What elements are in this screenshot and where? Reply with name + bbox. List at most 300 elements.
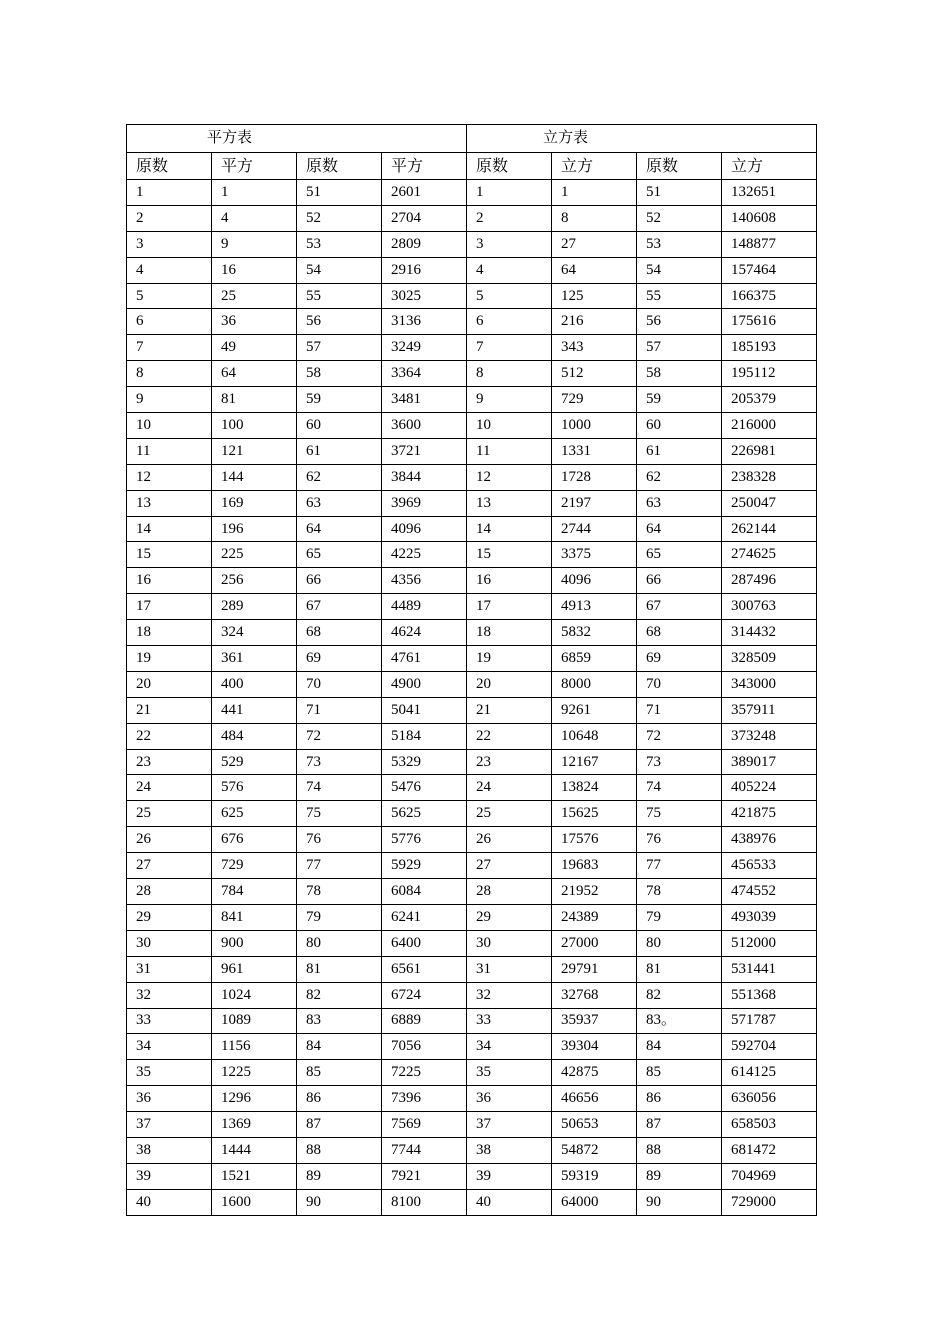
table-cell: 16 <box>127 568 212 594</box>
table-cell: 3 <box>467 231 552 257</box>
table-cell: 82 <box>297 982 382 1008</box>
header-cell: 原数 <box>637 153 722 180</box>
table-row <box>127 956 817 982</box>
table-cell: 2 <box>127 205 212 231</box>
table-row <box>127 1163 817 1189</box>
header-cell: 原数 <box>297 153 382 180</box>
table-cell: 66 <box>637 568 722 594</box>
table-cell: 12167 <box>552 749 637 775</box>
table-cell: 33 <box>127 1008 212 1034</box>
table-cell: 328509 <box>722 646 817 672</box>
table-cell: 4 <box>467 257 552 283</box>
table-cell: 25 <box>127 801 212 827</box>
table-cell: 30 <box>127 930 212 956</box>
table-cell: 493039 <box>722 904 817 930</box>
table-cell: 400 <box>212 671 297 697</box>
table-cell: 59 <box>637 387 722 413</box>
table-cell: 729000 <box>722 1189 817 1215</box>
table-cell: 28 <box>467 879 552 905</box>
table-cell: 729 <box>212 853 297 879</box>
table-cell: 85 <box>637 1060 722 1086</box>
table-row <box>127 904 817 930</box>
table-cell: 185193 <box>722 335 817 361</box>
table-cell: 5184 <box>382 723 467 749</box>
table-cell: 531441 <box>722 956 817 982</box>
table-cell: 83 <box>297 1008 382 1034</box>
table-cell: 676 <box>212 827 297 853</box>
table-row <box>127 180 817 206</box>
table-cell: 6084 <box>382 879 467 905</box>
table-cell: 512 <box>552 361 637 387</box>
table-cell: 77 <box>297 853 382 879</box>
table-cell: 32 <box>127 982 212 1008</box>
table-cell: 21 <box>127 697 212 723</box>
table-cell: 36 <box>212 309 297 335</box>
table-cell: 76 <box>297 827 382 853</box>
table-cell: 31 <box>127 956 212 982</box>
table-cell: 5041 <box>382 697 467 723</box>
table-cell: 89 <box>297 1163 382 1189</box>
table-cell: 50653 <box>552 1112 637 1138</box>
table-cell: 614125 <box>722 1060 817 1086</box>
table-row <box>127 930 817 956</box>
table-cell: 4096 <box>552 568 637 594</box>
table-cell: 85 <box>297 1060 382 1086</box>
table-cell: 20 <box>127 671 212 697</box>
table-row <box>127 646 817 672</box>
table-cell: 24 <box>467 775 552 801</box>
table-cell: 14 <box>467 516 552 542</box>
table-cell: 38 <box>467 1137 552 1163</box>
table-row <box>127 982 817 1008</box>
table-cell: 54 <box>297 257 382 283</box>
table-cell: 69 <box>297 646 382 672</box>
table-cell: 3375 <box>552 542 637 568</box>
table-cell: 15 <box>467 542 552 568</box>
table-cell: 51 <box>297 180 382 206</box>
table-cell: 81 <box>637 956 722 982</box>
table-cell: 66 <box>297 568 382 594</box>
table-cell: 90 <box>637 1189 722 1215</box>
table-cell: 25 <box>212 283 297 309</box>
table-cell: 56 <box>297 309 382 335</box>
table-cell: 3249 <box>382 335 467 361</box>
table-cell: 132651 <box>722 180 817 206</box>
table-cell: 37 <box>127 1112 212 1138</box>
table-cell: 37 <box>467 1112 552 1138</box>
table-cell: 576 <box>212 775 297 801</box>
table-cell: 1225 <box>212 1060 297 1086</box>
table-cell: 12 <box>127 464 212 490</box>
table-cell: 357911 <box>722 697 817 723</box>
table-cell: 26 <box>467 827 552 853</box>
table-cell: 4624 <box>382 620 467 646</box>
table-cell: 70 <box>637 671 722 697</box>
table-cell: 80 <box>297 930 382 956</box>
table-cell: 24389 <box>552 904 637 930</box>
table-cell: 140608 <box>722 205 817 231</box>
table-row <box>127 749 817 775</box>
table-cell: 7225 <box>382 1060 467 1086</box>
table-cell: 1 <box>552 180 637 206</box>
table-cell: 52 <box>637 205 722 231</box>
table-cell: 343 <box>552 335 637 361</box>
table-cell: 205379 <box>722 387 817 413</box>
table-cell: 704969 <box>722 1163 817 1189</box>
table-cell: 314432 <box>722 620 817 646</box>
table-cell: 421875 <box>722 801 817 827</box>
table-cell: 4913 <box>552 594 637 620</box>
table-cell: 512000 <box>722 930 817 956</box>
table-cell: 60 <box>297 413 382 439</box>
table-cell: 8000 <box>552 671 637 697</box>
table-cell: 529 <box>212 749 297 775</box>
table-cell: 1521 <box>212 1163 297 1189</box>
table-cell: 3 <box>127 231 212 257</box>
table-cell: 4761 <box>382 646 467 672</box>
table-row <box>127 1086 817 1112</box>
header-cell: 立方 <box>722 153 817 180</box>
table-row <box>127 257 817 283</box>
table-cell: 63 <box>637 490 722 516</box>
table-cell: 6241 <box>382 904 467 930</box>
table-cell: 3136 <box>382 309 467 335</box>
table-cell: 900 <box>212 930 297 956</box>
table-row <box>127 1112 817 1138</box>
table-cell: 15 <box>127 542 212 568</box>
table-cell: 551368 <box>722 982 817 1008</box>
table-cell: 441 <box>212 697 297 723</box>
table-row <box>127 827 817 853</box>
table-cell: 289 <box>212 594 297 620</box>
table-cell: 389017 <box>722 749 817 775</box>
table-cell: 1600 <box>212 1189 297 1215</box>
table-cell: 26 <box>127 827 212 853</box>
table-row <box>127 516 817 542</box>
table-cell: 2744 <box>552 516 637 542</box>
table-cell: 40 <box>127 1189 212 1215</box>
table-row <box>127 697 817 723</box>
table-cell: 1 <box>467 180 552 206</box>
table-cell: 7056 <box>382 1034 467 1060</box>
table-cell: 65 <box>297 542 382 568</box>
table-cell: 405224 <box>722 775 817 801</box>
title-row <box>127 125 817 153</box>
table-cell: 51 <box>637 180 722 206</box>
table-cell: 13 <box>127 490 212 516</box>
table-cell: 35937 <box>552 1008 637 1034</box>
table-cell: 58 <box>637 361 722 387</box>
table-cell: 14 <box>127 516 212 542</box>
table-cell: 1 <box>127 180 212 206</box>
table-cell: 76 <box>637 827 722 853</box>
table-cell: 27 <box>467 853 552 879</box>
table-cell: 250047 <box>722 490 817 516</box>
table-row <box>127 723 817 749</box>
table-cell: 67 <box>637 594 722 620</box>
table-cell: 49 <box>212 335 297 361</box>
table-cell: 55 <box>637 283 722 309</box>
table-cell: 81 <box>297 956 382 982</box>
table-cell: 20 <box>467 671 552 697</box>
table-row <box>127 1137 817 1163</box>
table-cell: 17 <box>467 594 552 620</box>
table-cell: 36 <box>467 1086 552 1112</box>
table-row <box>127 775 817 801</box>
table-cell: 52 <box>297 205 382 231</box>
table-cell: 16 <box>212 257 297 283</box>
table-cell: 39 <box>127 1163 212 1189</box>
table-cell: 29791 <box>552 956 637 982</box>
table-cell: 2197 <box>552 490 637 516</box>
table-cell: 18 <box>467 620 552 646</box>
table-cell: 6 <box>467 309 552 335</box>
table-cell: 4489 <box>382 594 467 620</box>
table-cell: 3600 <box>382 413 467 439</box>
table-row <box>127 1008 817 1034</box>
table-cell: 75 <box>297 801 382 827</box>
table-cell: 2916 <box>382 257 467 283</box>
table-cell: 54872 <box>552 1137 637 1163</box>
table-cell: 69 <box>637 646 722 672</box>
header-cell: 立方 <box>552 153 637 180</box>
table-cell: 77 <box>637 853 722 879</box>
table-cell: 100 <box>212 413 297 439</box>
header-cell: 原数 <box>127 153 212 180</box>
table-cell: 1331 <box>552 438 637 464</box>
table-row <box>127 231 817 257</box>
table-cell: 62 <box>297 464 382 490</box>
table-cell: 59319 <box>552 1163 637 1189</box>
table-cell: 80 <box>637 930 722 956</box>
header-cell: 平方 <box>382 153 467 180</box>
table-cell: 784 <box>212 879 297 905</box>
table-cell: 29 <box>467 904 552 930</box>
table-cell: 225 <box>212 542 297 568</box>
table-cell: 474552 <box>722 879 817 905</box>
table-row <box>127 283 817 309</box>
table-cell: 9261 <box>552 697 637 723</box>
table-cell: 32768 <box>552 982 637 1008</box>
table-cell: 32 <box>467 982 552 1008</box>
table-row <box>127 309 817 335</box>
table-cell: 22 <box>467 723 552 749</box>
table-cell: 5832 <box>552 620 637 646</box>
table-cell: 4356 <box>382 568 467 594</box>
table-cell: 361 <box>212 646 297 672</box>
table-cell: 11 <box>467 438 552 464</box>
table-cell: 75 <box>637 801 722 827</box>
table-cell: 2601 <box>382 180 467 206</box>
table-cell: 625 <box>212 801 297 827</box>
table-cell: 33 <box>467 1008 552 1034</box>
table-cell: 88 <box>297 1137 382 1163</box>
table-cell: 27 <box>127 853 212 879</box>
table-cell: 2809 <box>382 231 467 257</box>
table-row <box>127 490 817 516</box>
table-cell: 87 <box>637 1112 722 1138</box>
table-cell: 27000 <box>552 930 637 956</box>
table-cell: 5929 <box>382 853 467 879</box>
table-row <box>127 620 817 646</box>
table-cell: 484 <box>212 723 297 749</box>
square-cube-table <box>126 124 817 1216</box>
table-row <box>127 335 817 361</box>
table-row <box>127 594 817 620</box>
table-cell: 18 <box>127 620 212 646</box>
table-cell: 35 <box>127 1060 212 1086</box>
table-cell: 7 <box>127 335 212 361</box>
table-cell: 62 <box>637 464 722 490</box>
table-cell: 5776 <box>382 827 467 853</box>
table-cell: 5329 <box>382 749 467 775</box>
table-row <box>127 438 817 464</box>
table-row <box>127 853 817 879</box>
table-cell: 25 <box>467 801 552 827</box>
table-cell: 3364 <box>382 361 467 387</box>
table-cell: 70 <box>297 671 382 697</box>
table-cell: 73 <box>637 749 722 775</box>
table-cell: 1728 <box>552 464 637 490</box>
table-cell: 57 <box>637 335 722 361</box>
table-cell: 3969 <box>382 490 467 516</box>
table-cell: 274625 <box>722 542 817 568</box>
table-cell: 1089 <box>212 1008 297 1034</box>
table-cell: 64 <box>637 516 722 542</box>
table-cell: 83。 <box>637 1008 722 1034</box>
table-cell: 8100 <box>382 1189 467 1215</box>
table-cell: 57 <box>297 335 382 361</box>
table-cell: 300763 <box>722 594 817 620</box>
table-cell: 961 <box>212 956 297 982</box>
table-cell: 195112 <box>722 361 817 387</box>
table-cell: 11 <box>127 438 212 464</box>
table-cell: 6889 <box>382 1008 467 1034</box>
table-cell: 1444 <box>212 1137 297 1163</box>
table-cell: 88 <box>637 1137 722 1163</box>
table-cell: 74 <box>637 775 722 801</box>
table-cell: 216 <box>552 309 637 335</box>
table-cell: 166375 <box>722 283 817 309</box>
table-cell: 456533 <box>722 853 817 879</box>
table-cell: 125 <box>552 283 637 309</box>
table-cell: 5625 <box>382 801 467 827</box>
table-cell: 17576 <box>552 827 637 853</box>
table-cell: 373248 <box>722 723 817 749</box>
table-cell: 79 <box>297 904 382 930</box>
table-cell: 729 <box>552 387 637 413</box>
table-row <box>127 568 817 594</box>
table-cell: 59 <box>297 387 382 413</box>
table-cell: 71 <box>297 697 382 723</box>
table-cell: 3481 <box>382 387 467 413</box>
table-cell: 4096 <box>382 516 467 542</box>
table-row <box>127 464 817 490</box>
table-row <box>127 879 817 905</box>
table-cell: 10648 <box>552 723 637 749</box>
table-cell: 148877 <box>722 231 817 257</box>
table-cell: 81 <box>212 387 297 413</box>
table-cell: 196 <box>212 516 297 542</box>
table-cell: 841 <box>212 904 297 930</box>
table-cell: 7744 <box>382 1137 467 1163</box>
table-cell: 74 <box>297 775 382 801</box>
table-cell: 64 <box>297 516 382 542</box>
table-cell: 86 <box>637 1086 722 1112</box>
table-cell: 9 <box>212 231 297 257</box>
table-cell: 7569 <box>382 1112 467 1138</box>
table-cell: 226981 <box>722 438 817 464</box>
table-cell: 68 <box>297 620 382 646</box>
table-cell: 19 <box>127 646 212 672</box>
table-cell: 287496 <box>722 568 817 594</box>
table-cell: 144 <box>212 464 297 490</box>
table-cell: 84 <box>637 1034 722 1060</box>
table-cell: 6724 <box>382 982 467 1008</box>
table-row <box>127 1034 817 1060</box>
table-row <box>127 1060 817 1086</box>
table-cell: 343000 <box>722 671 817 697</box>
table-cell: 5 <box>127 283 212 309</box>
table-cell: 5476 <box>382 775 467 801</box>
table-cell: 3025 <box>382 283 467 309</box>
table-row <box>127 205 817 231</box>
square-table-title: 平方表 <box>127 125 467 153</box>
table-cell: 29 <box>127 904 212 930</box>
table-cell: 9 <box>127 387 212 413</box>
table-cell: 571787 <box>722 1008 817 1034</box>
table-cell: 681472 <box>722 1137 817 1163</box>
table-cell: 175616 <box>722 309 817 335</box>
table-cell: 169 <box>212 490 297 516</box>
table-cell: 67 <box>297 594 382 620</box>
table-cell: 7 <box>467 335 552 361</box>
table-cell: 6859 <box>552 646 637 672</box>
table-cell: 12 <box>467 464 552 490</box>
table-cell: 78 <box>297 879 382 905</box>
table-cell: 1156 <box>212 1034 297 1060</box>
table-cell: 4225 <box>382 542 467 568</box>
table-cell: 21952 <box>552 879 637 905</box>
table-cell: 6400 <box>382 930 467 956</box>
table-cell: 1 <box>212 180 297 206</box>
table-cell: 19 <box>467 646 552 672</box>
table-row <box>127 387 817 413</box>
table-cell: 256 <box>212 568 297 594</box>
table-cell: 34 <box>127 1034 212 1060</box>
table-cell: 34 <box>467 1034 552 1060</box>
table-cell: 30 <box>467 930 552 956</box>
table-row <box>127 671 817 697</box>
table-cell: 15625 <box>552 801 637 827</box>
table-cell: 53 <box>637 231 722 257</box>
table-cell: 2704 <box>382 205 467 231</box>
table-cell: 10 <box>467 413 552 439</box>
table-cell: 38 <box>127 1137 212 1163</box>
table-cell: 31 <box>467 956 552 982</box>
table-cell: 64 <box>212 361 297 387</box>
table-cell: 40 <box>467 1189 552 1215</box>
table-cell: 6 <box>127 309 212 335</box>
table-cell: 73 <box>297 749 382 775</box>
table-cell: 61 <box>297 438 382 464</box>
table-cell: 157464 <box>722 257 817 283</box>
table-cell: 592704 <box>722 1034 817 1060</box>
table-cell: 121 <box>212 438 297 464</box>
table-cell: 35 <box>467 1060 552 1086</box>
table-cell: 1000 <box>552 413 637 439</box>
table-cell: 19683 <box>552 853 637 879</box>
